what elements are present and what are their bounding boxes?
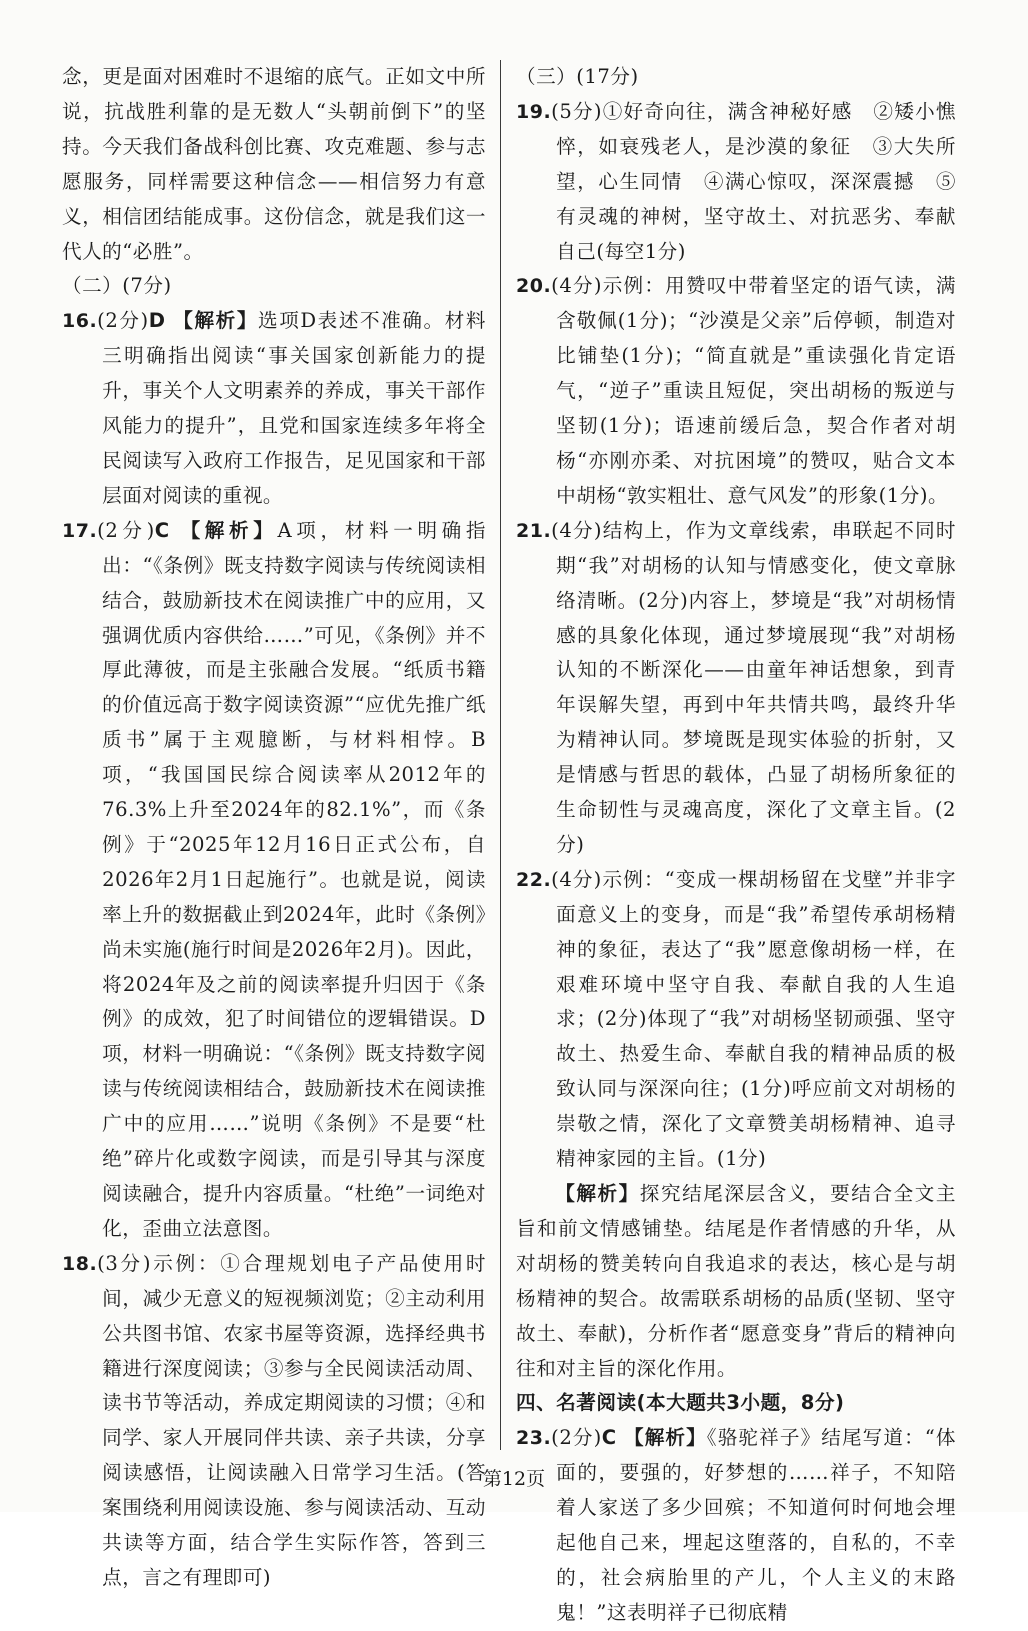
question-22-analysis bbox=[516, 1177, 956, 1386]
question-17 bbox=[62, 514, 486, 1247]
question-19 bbox=[516, 95, 956, 270]
question-number: 16. bbox=[62, 310, 98, 333]
question-23 bbox=[516, 1421, 956, 1630]
intro-paragraph: 念，更是面对困难时不退缩的底气。正如文中所说，抗战胜利靠的是无数人“头朝前倒下”的坚持。今天我们备战科创比赛、攻克难题、参与志愿服务，同样需要这种信念——相信努力有意义，相信团结能成事。这份信念，就是我们这一代人的“必胜”。 bbox=[62, 65, 486, 263]
question-22 bbox=[516, 863, 956, 1177]
question-number: 21. bbox=[516, 519, 552, 542]
question-16 bbox=[62, 304, 486, 513]
question-number: 18. bbox=[62, 1252, 98, 1275]
question-number: 20. bbox=[516, 275, 552, 298]
section-heading-2: （二）(7分) bbox=[62, 274, 172, 298]
column-divider bbox=[500, 60, 501, 1450]
question-number: 19. bbox=[516, 100, 552, 123]
analysis-text: 选项D表述不准确。材料三明确指出阅读“事关国家创新能力的提升，事关个人文明素养的养成，事关干部作风能力的提升”，且党和国家连续多年将全民阅读写入政府工作报告，足见国家和干部层面对阅读的重视。 bbox=[102, 309, 487, 507]
section-heading-3: （三）(17分) bbox=[516, 65, 639, 88]
analysis-text: 探究结尾深层含义，要结合全文主旨和前文情感铺垫。结尾是作者情感的升华，从对胡杨的赞美转向自我追求的表达，核心是与胡杨精神的契合。故需联系胡杨的品质(坚韧、坚守故土、奉献)，分析作者“愿意变身”背后的精神向往和对主旨的深化作用。 bbox=[516, 1182, 957, 1380]
score: (2分) bbox=[551, 1426, 602, 1450]
analysis-text: 《骆驼祥子》结尾写道：“体面的，要强的，好梦想的……祥子，不知陪着人家送了多少回殡；不知道何时何地会埋起他自己来，埋起这堕落的，自私的，不幸的，社会病胎里的产儿，个人主义的末路鬼！”这表明祥子已彻底精 bbox=[556, 1426, 956, 1624]
analysis-tag: 【解析】 bbox=[173, 309, 259, 333]
analysis-tag: 【解析】 bbox=[623, 1426, 707, 1450]
page-number: 第12页 bbox=[482, 1468, 546, 1490]
analysis-tag: 【解析】 bbox=[555, 1182, 640, 1205]
question-18 bbox=[62, 1247, 486, 1596]
question-number: 17. bbox=[62, 519, 98, 542]
score: (4分) bbox=[551, 867, 602, 891]
score: (4分) bbox=[551, 518, 602, 542]
answer-text: 示例：“变成一棵胡杨留在戈壁”并非字面意义上的变身，而是“我”希望传承胡杨精神的象征，表达了“我”愿意像胡杨一样，在艰难环境中坚守自我、奉献自我的人生追求；(2分)体现了“我”对胡杨坚韧顽强、坚守故土、热爱生命、奉献自我的精神品质的极致认同与深深向往；(1分)呼应前文对胡杨的崇敬之情，深化了文章赞美胡杨精神、追寻精神家园的主旨。(1分) bbox=[556, 867, 956, 1171]
score: (2分) bbox=[97, 518, 155, 542]
left-column bbox=[62, 60, 486, 1596]
question-20 bbox=[516, 269, 956, 513]
answer-text: 结构上，作为文章线索，串联起不同时期“我”对胡杨的认知与情感变化，使文章脉络清晰。(2分)内容上，梦境是“我”对胡杨情感的具象化体现，通过梦境展现“我”对胡杨认知的不断深化——由童年神话想象，到青年误解失望，再到中年共情共鸣，最终升华为精神认同。梦境既是现实体验的折射，又是情感与哲思的载体，凸显了胡杨所象征的生命韧性与灵魂高度，深化了文章主旨。(2分) bbox=[556, 518, 956, 856]
question-21 bbox=[516, 514, 956, 863]
question-number: 23. bbox=[516, 1427, 552, 1450]
score: (3分) bbox=[97, 1251, 151, 1275]
score: (4分) bbox=[551, 274, 602, 298]
analysis-text: A项，材料一明确指出：“《条例》既支持数字阅读与传统阅读相结合，鼓励新技术在阅读推广中的应用，又强调优质内容供给……”可见，《条例》并不厚此薄彼，而是主张融合发展。“纸质书籍的价值远高于数字阅读资源”“应优先推广纸质书”属于主观臆断，与材料相悖。B项，“我国国民综合阅读率从2012年的76.3%上升至2024年的82.1%”，而《条例》于“2025年12月16日正式公布，自2026年2月1日起施行”。也就是说，阅读率上升的数据截止到2024年，此时《条例》尚未实施(施行时间是2026年2月)。因此，将2024年及之前的阅读率提升归因于《条例》的成效，犯了时间错位的逻辑错误。D项，材料一明确说：“《条例》既支持数字阅读与传统阅读相结合，鼓励新技术在阅读推广中的应用……”说明《条例》不是要“杜绝”碎片化或数字阅读，而是引导其与深度阅读融合，提升内容质量。“杜绝”一词绝对化，歪曲立法意图。 bbox=[102, 518, 486, 1240]
analysis-tag: 【解析】 bbox=[180, 518, 278, 542]
answer-letter: C bbox=[154, 518, 170, 542]
section-heading-4: 四、名著阅读(本大题共3小题，8分) bbox=[516, 1391, 845, 1415]
score: (5分) bbox=[551, 99, 602, 123]
question-number: 22. bbox=[516, 868, 552, 891]
answer-text: 示例：①合理规划电子产品使用时间，减少无意义的短视频浏览；②主动利用公共图书馆、农家书屋等资源，选择经典书籍进行深度阅读；③参与全民阅读活动周、读书节等活动，养成定期阅读的习惯；④和同学、家人开展同伴共读、亲子共读，分享阅读感悟，让阅读融入日常学习生活。(答案围绕利用阅读设施、参与阅读活动、互动共读等方面，结合学生实际作答，答到三点，言之有理即可) bbox=[102, 1251, 486, 1589]
right-column bbox=[516, 60, 956, 1631]
answer-text: 示例：用赞叹中带着坚定的语气读，满含敬佩(1分)；“沙漠是父亲”后停顿，制造对比铺垫(1分)；“简直就是”重读强化肯定语气，“逆子”重读且短促，突出胡杨的叛逆与坚韧(1分)；语速前缓后急，契合作者对胡杨“亦刚亦柔、对抗困境”的赞叹，贴合文本中胡杨“敦实粗壮、意气风发”的形象(1分)。 bbox=[556, 274, 956, 507]
answer-letter: C bbox=[601, 1426, 617, 1450]
answer-letter: D bbox=[148, 309, 166, 333]
answer-text: ①好奇向往，满含神秘好感 ②矮小憔悴，如衰残老人，是沙漠的象征 ③大失所望，心生同情 ④满心惊叹，深深震撼 ⑤有灵魂的神树，坚守故土、对抗恶劣、奉献自己(每空1分) bbox=[556, 99, 956, 263]
score: (2分) bbox=[97, 309, 149, 333]
